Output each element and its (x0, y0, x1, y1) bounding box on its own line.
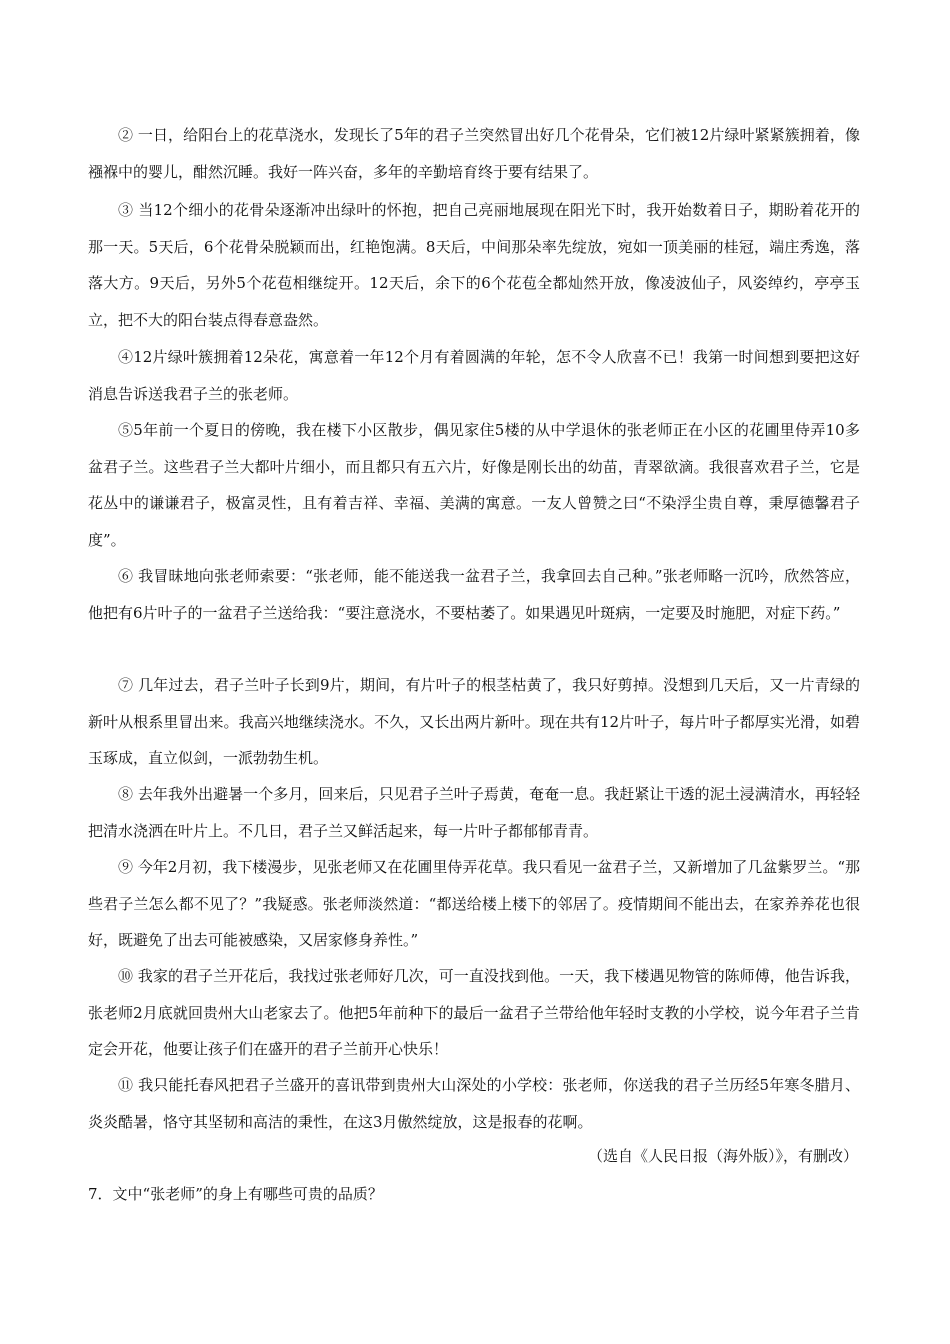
paragraph-4: ④12片绿叶簇拥着12朵花，寓意着一年12个月有着圆满的年轮，怎不令人欣喜不已！我第一时间想到要把这好消息告诉送我君子兰的张老师。 (88, 348, 860, 403)
source-citation: （选自《人民日报（海外版）》，有删改） (587, 1147, 858, 1165)
paragraph-11: ⑪ 我只能托春风把君子兰盛开的喜讯带到贵州大山深处的小学校：张老师，你送我的君子兰历经5年寒冬腊月、炎炎酷暑，恪守其坚韧和高洁的秉性，在这3月傲然绽放，这是报春的花啊。 (88, 1076, 860, 1131)
paragraph-8: ⑧ 去年我外出避暑一个多月，回来后，只见君子兰叶子焉黄，奄奄一息。我赶紧让干透的泥土浸满清水，再轻轻把清水浇洒在叶片上。不几日，君子兰又鲜活起来，每一片叶子都郁郁青青。 (88, 785, 860, 840)
question-7: 7．文中“张老师”的身上有哪些可贵的品质？ (88, 1185, 383, 1203)
paragraph-5: ⑤5年前一个夏日的傍晚，我在楼下小区散步，偶见家住5楼的从中学退休的张老师正在小区的花圃里侍弄10多盆君子兰。这些君子兰大都叶片细小，而且都只有五六片，好像是刚长出的幼苗，青翠欲滴。我很喜欢君子兰，它是花丛中的谦谦君子，极富灵性，且有着吉祥、幸福、美满的寓意。一友人曾赞之曰“不染浮尘贵自尊，秉厚德馨君子度”。 (88, 421, 860, 549)
paragraph-3: ③ 当12个细小的花骨朵逐渐冲出绿叶的怀抱，把自己亮丽地展现在阳光下时，我开始数着日子，期盼着花开的那一天。5天后，6个花骨朵脱颖而出，红艳饱满。8天后，中间那朵率先绽放，宛如一顶美丽的桂冠，端庄秀逸，落落大方。9天后，另外5个花苞相继绽开。12天后，余下的6个花苞全都灿然开放，像凌波仙子，风姿绰约，亭亭玉立，把不大的阳台装点得春意盎然。 (88, 201, 860, 329)
paragraph-2: ② 一日，给阳台上的花草浇水，发现长了5年的君子兰突然冒出好几个花骨朵，它们被12片绿叶紧紧簇拥着，像襁褓中的婴儿，酣然沉睡。我好一阵兴奋，多年的辛勤培育终于要有结果了。 (88, 126, 860, 181)
paragraph-9: ⑨ 今年2月初，我下楼漫步，见张老师又在花圃里侍弄花草。我只看见一盆君子兰，又新增加了几盆紫罗兰。“那些君子兰怎么都不见了？”我疑惑。张老师淡然道：“都送给楼上楼下的邻居了。疫情期间不能出去，在家养养花也很好，既避免了出去可能被感染，又居家修身养性。” (88, 858, 860, 949)
paragraph-10: ⑩ 我家的君子兰开花后，我找过张老师好几次，可一直没找到他。一天，我下楼遇见物管的陈师傅，他告诉我，张老师2月底就回贵州大山老家去了。他把5年前种下的最后一盆君子兰带给他年轻时支教的小学校，说今年君子兰肯定会开花，他要让孩子们在盛开的君子兰前开心快乐！ (88, 967, 860, 1058)
paragraph-7: ⑦ 几年过去，君子兰叶子长到9片，期间，有片叶子的根茎枯黄了，我只好剪掉。没想到几天后，又一片青绿的新叶从根系里冒出来。我高兴地继续浇水。不久，又长出两片新叶。现在共有12片叶子，每片叶子都厚实光滑，如碧玉琢成，直立似剑，一派勃勃生机。 (88, 676, 860, 767)
paragraph-6: ⑥ 我冒昧地向张老师索要：“张老师，能不能送我一盆君子兰，我拿回去自己种。”张老师略一沉吟，欣然答应，他把有6片叶子的一盆君子兰送给我：“要注意浇水，不要枯萎了。如果遇见叶斑病，一定要及时施肥，对症下药。” (88, 567, 860, 622)
